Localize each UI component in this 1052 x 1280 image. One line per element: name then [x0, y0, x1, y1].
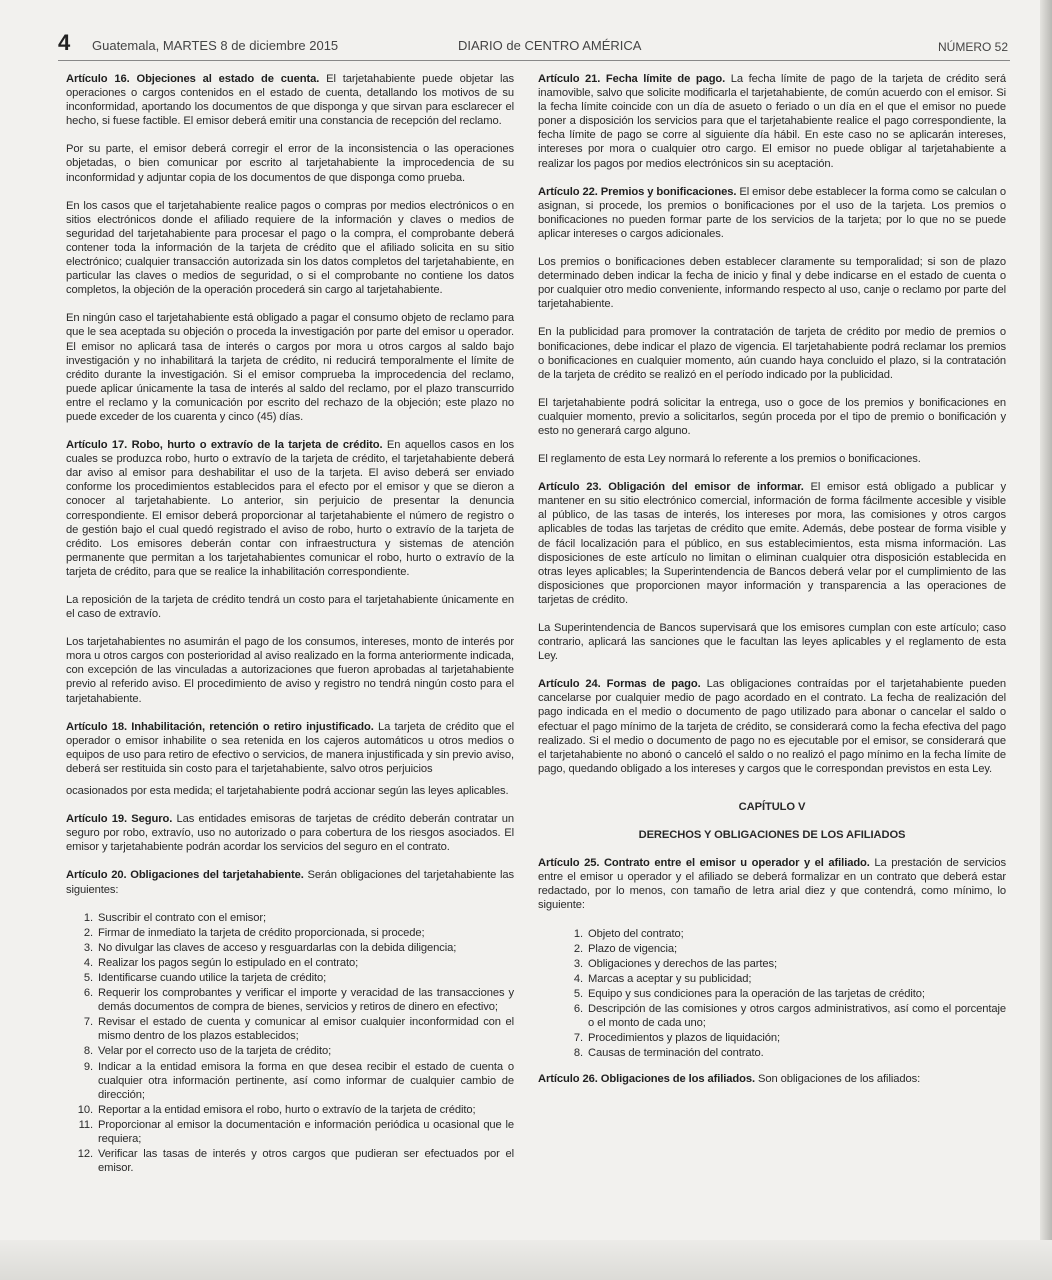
issue-number: NÚMERO 52: [937, 40, 1008, 54]
article-19: [66, 812, 514, 854]
list-item: 8. Velar por el correcto uso de la tarjeta de crédito;: [96, 1044, 514, 1058]
article-16: [66, 72, 514, 128]
article-text: En aquellos casos en los cuales se produzca robo, hurto o extravío de la tarjeta de crédito, el tarjetahabiente deberá dar aviso al emisor para deshabilitar el uso de la tarjeta. El aviso deberá ser enviado conforme los procedimientos establecidos para el efecto por el emisor y que se dieron a conocer al tarjetahabiente. Lo anterior, sin perjuicio de presentar la denuncia correspondiente. El emisor deberá proporcionar al tarjetahabiente el número de registro o de gestión bajo el cual quedó registrado el aviso de robo, hurto o extravío de la tarjeta de crédito. Los emisores deberán contar con infraestructura y sistemas de atención permanente que permitan a los tarjetahabientes comunicar el robo, hurto o extravío de la tarjeta de crédito, para que se realice la inhabilitación correspondiente.: [66, 439, 514, 578]
obligations-list: [66, 911, 514, 1176]
paragraph: En ningún caso el tarjetahabiente está obligado a pagar el consumo objeto de reclamo para que le sea aceptada su objeción o proceda la investigación por parte del emisor u operador. El emisor no aplicará tasa de interés o cargos por mora u otros cargos al saldo bajo investigación y no inhabilitará la tarjeta de crédito, ni reducirá temporalmente el límite de crédito durante la investigación. Si el emisor comprueba la improcedencia del reclamo, puede aplicar únicamente la tasa de interés al saldo del reclamo, por el plazo transcurrido entre el reclamo y la comunicación por escrito del rechazo de la objeción; este plazo no puede exceder de los cuarenta y cinco (45) días.: [66, 312, 514, 423]
article-title: Artículo 22. Premios y bonificaciones.: [538, 185, 737, 198]
paragraph: En la publicidad para promover la contratación de tarjeta de crédito por medio de premios o bonificaciones, debe indicar el plazo de vigencia. El tarjetahabiente podrá reclamar los premios o bonificaciones en cualquier momento, aún cuando haya concluido el plazo, si la contratación de la tarjeta de crédito se realizó en el período indicado por la publicidad.: [538, 326, 1006, 381]
page-number: 4: [58, 30, 71, 55]
paragraph: Los premios o bonificaciones deben establecer claramente su temporalidad; si son de plazo determinado deben indicar la fecha de inicio y final y debe indicarse en el estado de cuenta o por cualquier otro medio conveniente, informando respecto al uso, canje o reclamo por parte del tarjetahabiente.: [538, 256, 1006, 311]
article-25: [538, 856, 1006, 912]
list-item: 3. Obligaciones y derechos de las partes;: [586, 957, 1006, 971]
article-text: Las entidades emisoras de tarjetas de crédito deberán contratar un seguro por robo, extravío, uso no autorizado o para cobertura de los riesgos asociados. El emisor y tarjetahabiente podrán acordar los servicios del seguro en el contrato.: [66, 813, 514, 854]
list-item: 2. Plazo de vigencia;: [586, 942, 1006, 956]
list-item: 6. Descripción de las comisiones y otros cargos administrativos, así como el porcentaje o el monto de cada uno;: [586, 1002, 1006, 1030]
article-title: Artículo 25. Contrato entre el emisor u operador y el afiliado.: [538, 857, 870, 870]
paragraph: La Superintendencia de Bancos supervisará que los emisores cumplan con este artículo; caso contrario, aplicará las sanciones que le facultan las leyes aplicables y el reglamento de esta Ley.: [538, 622, 1006, 663]
list-item: 8. Causas de terminación del contrato.: [586, 1046, 1006, 1060]
list-item: 7. Procedimientos y plazos de liquidación;: [586, 1031, 1006, 1045]
article-text: La tarjeta de crédito que el operador o emisor inhabilite o sea retenida en los cajeros automáticos u otros medios o equipos de uso para retiro de efectivo o servicios, de manera injustificada y sin previo aviso, deberá ser restituida sin costo para el tarjetahabiente, salvo otros perjuicios: [66, 720, 514, 775]
article-title: Artículo 26. Obligaciones de los afiliados.: [538, 1073, 756, 1086]
page-header: [58, 30, 1008, 60]
list-item: 4. Marcas a aceptar y su publicidad;: [586, 972, 1006, 986]
paragraph: Los tarjetahabientes no asumirán el pago de los consumos, intereses, monto de interés por mora u otros cargos con posterioridad al aviso realizado en la forma anteriormente indicada, con excepción de las vinculadas a autorizaciones que fueron aprobadas al tarjetahabiente previo al referido aviso. El procedimiento de aviso y registro no tendrá ningún costo para el tarjetahabiente.: [66, 636, 514, 705]
article-text: Serán obligaciones del tarjetahabiente las siguientes:: [66, 869, 514, 896]
list-item: 9. Indicar a la entidad emisora la forma en que desea recibir el estado de cuenta o cualquier otra información pertinente, así como informar de cualquier cambio de dirección;: [96, 1060, 514, 1102]
list-item: 3. No divulgar las claves de acceso y resguardarlas con la debida diligencia;: [96, 941, 514, 955]
article-text: La prestación de servicios entre el emisor u operador y el afiliado se deberá formalizar en un contrato que deberá estar redactado, por lo menos, con tamaño de letra arial diez y que contendrá, como mínimo, lo siguiente:: [538, 857, 1006, 912]
article-17: [66, 438, 514, 579]
list-item: 1. Suscribir el contrato con el emisor;: [96, 911, 514, 925]
paragraph: La reposición de la tarjeta de crédito tendrá un costo para el tarjetahabiente únicamente en el caso de extravío.: [66, 594, 514, 621]
list-item: 11. Proporcionar al emisor la documentación e información periódica u ocasional que le requiera;: [96, 1118, 514, 1146]
header-rule: [58, 60, 1010, 61]
article-text: El emisor debe establecer la forma como se calculan o asignan, si procede, los premios o bonificaciones por el uso de la tarjeta. Los premios o bonificaciones no pueden formar parte de los servicios de la tarjeta; por lo que no se puede aplicar intereses o cargos adicionales.: [538, 185, 1006, 240]
list-item: 7. Revisar el estado de cuenta y comunicar al emisor cualquier inconformidad con el mismo dentro de los plazos establecidos;: [96, 1015, 514, 1043]
chapter-title: DERECHOS Y OBLIGACIONES DE LOS AFILIADOS: [638, 829, 906, 842]
newspaper-name: DIARIO de CENTRO AMÉRICA: [458, 38, 642, 53]
list-item: 1. Objeto del contrato;: [586, 927, 1006, 941]
header-date: Guatemala, MARTES 8 de diciembre 2015: [92, 38, 339, 53]
article-24: [538, 677, 1006, 776]
article-text: Son obligaciones de los afiliados:: [758, 1073, 921, 1086]
page-edge-shadow: [1040, 0, 1052, 1280]
contract-contents-list: [538, 927, 1006, 1061]
article-text: El emisor está obligado a publicar y mantener en su sitio electrónico comercial, información de forma fácilmente accesible y visible al público, de las tasas de interés, los intereses por mora, las comisiones y otros cargos aplicables de todas las tarjetas de crédito que emite. Además, debe postear de forma visible y de fácil localización para el público, en sus establecimientos, esta misma información. Las disposiciones de este artículo no limitan o eliminan cualquier otra disposición establecida en otras leyes aplicables; la Superintendencia de Bancos deberá velar por el cumplimiento de las disposiciones que proporcionen mayor información y transparencia a las operaciones de tarjetas de crédito.: [538, 481, 1006, 606]
page-bottom-edge: [0, 1240, 1052, 1280]
paragraph: ocasionados por esta medida; el tarjetahabiente podrá accionar según las leyes aplicables.: [66, 785, 509, 798]
article-26: [538, 1072, 1006, 1086]
list-item: 12. Verificar las tasas de interés y otros cargos que pudieran ser efectuados por el emisor.: [96, 1147, 514, 1175]
article-text: La fecha límite de pago de la tarjeta de crédito será inamovible, salvo que solicite modificarla el tarjetahabiente, de común acuerdo con el emisor. Si la fecha límite coincide con un día de asueto o feriado o un día en el que el emisor no puede poner a disposición los servicios para que el tarjetahabiente realice el pago correspondiente, la fecha límite de pago se corre al siguiente día hábil. En este caso no se aplicarán intereses, intereses por mora o cualquier otro cargo. El emisor no puede obligar al tarjetahabiente a realizar los pagos por medios electrónicos sin su aceptación.: [538, 73, 1007, 170]
article-text: El tarjetahabiente puede objetar las operaciones o cargos contenidos en el estado de cuenta, detallando los motivos de su inconformidad, aportando los documentos de que disponga y que sirvan para esclarecer el hecho, si fuese factible. El emisor deberá emitir una constancia de recepción del reclamo.: [66, 73, 514, 128]
left-column: [66, 72, 514, 1187]
article-20: [66, 868, 514, 896]
article-title: Artículo 24. Formas de pago.: [538, 678, 701, 691]
article-18: [66, 720, 514, 776]
article-title: Artículo 16. Objeciones al estado de cuenta.: [66, 73, 320, 85]
article-title: Artículo 18. Inhabilitación, retención o retiro injustificado.: [66, 720, 374, 733]
list-item: 10. Reportar a la entidad emisora el robo, hurto o extravío de la tarjeta de crédito;: [96, 1103, 514, 1117]
list-item: 5. Identificarse cuando utilice la tarjeta de crédito;: [96, 971, 514, 985]
article-23: [538, 480, 1006, 607]
article-title: Artículo 21. Fecha límite de pago.: [538, 73, 726, 85]
list-item: 4. Realizar los pagos según lo estipulado en el contrato;: [96, 956, 514, 970]
article-22: [538, 185, 1006, 241]
chapter-heading: CAPÍTULO V: [738, 800, 806, 813]
article-title: Artículo 17. Robo, hurto o extravío de la tarjeta de crédito.: [66, 439, 383, 452]
paragraph: Por su parte, el emisor deberá corregir el error de la inconsistencia o las operaciones objetadas, o bien comunicar por escrito al tarjetahabiente la improcedencia de su inconformidad y adjuntar copia de los documentos de que disponga como prueba.: [66, 143, 514, 184]
paragraph: El reglamento de esta Ley normará lo referente a los premios o bonificaciones.: [538, 453, 921, 466]
right-column: [538, 72, 1006, 1100]
article-title: Artículo 20. Obligaciones del tarjetahabiente.: [66, 869, 304, 882]
article-title: Artículo 23. Obligación del emisor de informar.: [538, 481, 804, 494]
article-21: [538, 72, 1006, 171]
list-item: 6. Requerir los comprobantes y verificar el importe y veracidad de las transacciones y demás documentos de compra de bienes, servicios y retiros de dinero en efectivo;: [96, 986, 514, 1014]
paragraph: En los casos que el tarjetahabiente realice pagos o compras por medios electrónicos o en sitios electrónicos donde el afiliado requiere de la información y claves o medios de seguridad del tarjetahabiente para procesar el pago o la compra, el comprobante deberá contener toda la información de la tarjeta de crédito que el afiliado solicita en su sitio electrónico; cualquier transacción autorizada sin los datos completos del tarjetahabiente, en particular las claves o medios de seguridad, o si el comprobante no contiene los datos completos, la objeción de la operación procederá sin cargo al tarjetahabiente.: [66, 199, 514, 297]
list-item: 5. Equipo y sus condiciones para la operación de las tarjetas de crédito;: [586, 987, 1006, 1001]
paragraph: El tarjetahabiente podrá solicitar la entrega, uso o goce de los premios y bonificaciones en cualquier momento, previo a solicitarlos, según proceda por el tipo de premio o bonificación y esto no generará cargo alguno.: [538, 396, 1006, 437]
article-text: Las obligaciones contraídas por el tarjetahabiente pueden cancelarse por cualquier medio de pago acordado en el contrato. La fecha de realización del pago indicada en el medio o documento de pago utilizado para abonar o cancelar el saldo o efectuar el pago mínimo de la tarjeta de crédito, se considerará como la fecha efectiva del pago realizado. Si el medio o documento de pago no es ejecutable por el emisor, se considerará que el tarjetahabiente no abonó o canceló el saldo o no realizó el pago mínimo en la fecha límite de pago, quedando obligado a los intereses y cargos que le correspondan previstos en esta Ley.: [538, 678, 1007, 775]
list-item: 2. Firmar de inmediato la tarjeta de crédito proporcionada, si procede;: [96, 926, 514, 940]
article-title: Artículo 19. Seguro.: [66, 813, 173, 826]
